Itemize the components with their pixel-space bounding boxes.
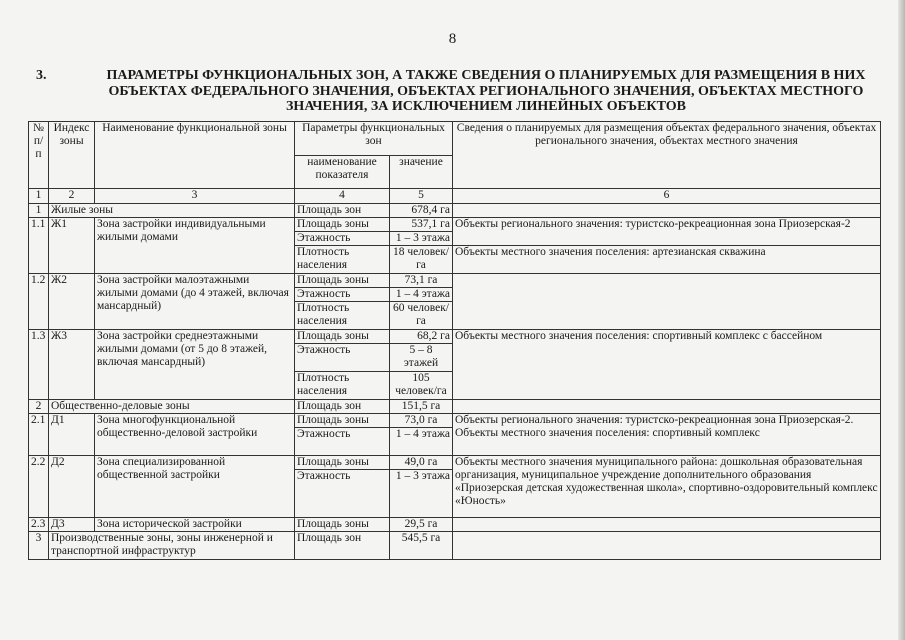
param-name: Площадь зон: [295, 204, 390, 218]
param-value: 18 человек/га: [390, 246, 453, 274]
objects-local: Объекты местного значения поселения: спортивный комплекс: [455, 427, 760, 439]
row-num: 3: [29, 532, 49, 560]
param-name: Площадь зон: [295, 532, 390, 560]
param-name: Этажность: [295, 428, 390, 456]
row-num: 2: [29, 400, 49, 414]
column-numbers-row: [29, 189, 881, 204]
row-name: Зона застройки индивидуальными жилыми домами: [95, 218, 295, 274]
param-value: 49,0 га: [390, 456, 453, 470]
param-value: 545,5 га: [390, 532, 453, 560]
row-num: 1.3: [29, 330, 49, 400]
zones-table: [28, 121, 881, 560]
col-number: 5: [390, 189, 453, 204]
row-name: Зона специализированной общественной застройки: [95, 456, 295, 518]
header-index: Индекс зоны: [49, 122, 95, 189]
row-num: 2.2: [29, 456, 49, 518]
table-row: [29, 414, 881, 428]
param-name: Этажность: [295, 344, 390, 372]
param-value: 537,1 га: [390, 218, 453, 232]
param-value: 105 человек/га: [390, 372, 453, 400]
param-value: 73,0 га: [390, 414, 453, 428]
page-edge: [898, 0, 905, 640]
param-value: 1 – 3 этажа: [390, 232, 453, 246]
section-title: ПАРАМЕТРЫ ФУНКЦИОНАЛЬНЫХ ЗОН, А ТАКЖЕ СВЕДЕНИЯ О ПЛАНИРУЕМЫХ ДЛЯ РАЗМЕЩЕНИЯ В НИХ ОБЪЕКТАХ ФЕДЕРАЛЬНОГО ЗНАЧЕНИЯ, ОБЪЕКТАХ РЕГИОНАЛЬНОГО ЗНАЧЕНИЯ, ОБЪЕКТАХ МЕСТНОГО ЗНАЧЕНИЯ, ЗА ИСКЛЮЧЕНИЕМ ЛИНЕЙНЫХ ОБЪЕКТОВ: [106, 68, 866, 114]
param-name: Площадь зоны: [295, 518, 390, 532]
table-row: [29, 330, 881, 344]
param-value: 678,4 га: [390, 204, 453, 218]
param-name: Этажность: [295, 288, 390, 302]
row-index: Ж2: [49, 274, 95, 330]
param-name: Этажность: [295, 232, 390, 246]
objects-cell: Объекты местного значения муниципального района: дошкольная образовательная организация, муниципальное учреждение дополнительного образования «Приозерская детская художественная школа», спортивно-оздоровительный комплекс «Юность»: [453, 456, 881, 518]
param-value: 29,5 га: [390, 518, 453, 532]
objects-cell: [453, 400, 881, 414]
table-row: [29, 274, 881, 288]
header-params: Параметры функциональных зон: [295, 122, 453, 156]
objects-cell: Объекты регионального значения: туристско-рекреационная зона Приозерская-2: [453, 218, 881, 246]
param-name: Плотность населения: [295, 246, 390, 274]
table-row: [29, 218, 881, 232]
param-value: 68,2 га: [390, 330, 453, 344]
param-value: 60 человек/га: [390, 302, 453, 330]
objects-cell: Объекты местного значения поселения: артезианская скважина: [453, 246, 881, 274]
col-number: 6: [453, 189, 881, 204]
col-number: 1: [29, 189, 49, 204]
col-number: 4: [295, 189, 390, 204]
row-num: 2.1: [29, 414, 49, 456]
section-heading: [30, 68, 890, 115]
row-name: Зона исторической застройки: [95, 518, 295, 532]
param-name: Площадь зоны: [295, 330, 390, 344]
objects-cell: [453, 532, 881, 560]
param-value: 5 – 8 этажей: [390, 344, 453, 372]
row-name: Зона многофункциональной общественно-деловой застройки: [95, 414, 295, 456]
objects-cell: [453, 204, 881, 218]
param-name: Площадь зоны: [295, 274, 390, 288]
row-name: Производственные зоны, зоны инженерной и транспортной инфраструктур: [49, 532, 295, 560]
param-name: Площадь зон: [295, 400, 390, 414]
page-number: 8: [448, 31, 457, 47]
objects-cell: [453, 518, 881, 532]
param-value: 1 – 4 этажа: [390, 428, 453, 456]
col-number: 2: [49, 189, 95, 204]
row-num: 1: [29, 204, 49, 218]
param-value: 1 – 4 этажа: [390, 288, 453, 302]
param-name: Площадь зоны: [295, 456, 390, 470]
param-value: 151,5 га: [390, 400, 453, 414]
table-header-row: [29, 122, 881, 156]
objects-regional: Объекты регионального значения: туристско-рекреационная зона Приозерская-2.: [455, 414, 854, 426]
row-index: Д3: [49, 518, 95, 532]
param-value: 73,1 га: [390, 274, 453, 288]
param-value: 1 – 3 этажа: [390, 470, 453, 518]
section-number: 3.: [36, 68, 47, 83]
row-name: Зона застройки среднеэтажными жилыми домами (от 5 до 8 этажей, включая мансардный): [95, 330, 295, 400]
row-index: Д2: [49, 456, 95, 518]
param-name: Площадь зоны: [295, 218, 390, 232]
table-row: [29, 518, 881, 532]
header-objects: Сведения о планируемых для размещения объектах федерального значения, объектах регионального значения, объектах местного значения: [453, 122, 881, 189]
table-row: [29, 532, 881, 560]
header-param-name: наименование показателя: [295, 156, 390, 189]
row-name: Общественно-деловые зоны: [49, 400, 295, 414]
param-name: Плотность населения: [295, 372, 390, 400]
header-param-value: значение: [390, 156, 453, 189]
row-num: 1.2: [29, 274, 49, 330]
header-num: № п/п: [29, 122, 49, 189]
row-index: Ж1: [49, 218, 95, 274]
table-row: [29, 456, 881, 470]
objects-cell: Объекты местного значения поселения: спортивный комплекс с бассейном: [453, 330, 881, 400]
row-num: 2.3: [29, 518, 49, 532]
table-row: [29, 400, 881, 414]
row-name: Зона застройки малоэтажными жилыми домами (до 4 этажей, включая мансардный): [95, 274, 295, 330]
header-name: Наименование функциональной зоны: [95, 122, 295, 189]
param-name: Площадь зоны: [295, 414, 390, 428]
row-index: Д1: [49, 414, 95, 456]
table-row: [29, 204, 881, 218]
row-index: Ж3: [49, 330, 95, 400]
row-num: 1.1: [29, 218, 49, 274]
objects-cell: [453, 414, 881, 456]
col-number: 3: [95, 189, 295, 204]
objects-cell: [453, 274, 881, 330]
row-name: Жилые зоны: [49, 204, 295, 218]
param-name: Этажность: [295, 470, 390, 518]
param-name: Плотность населения: [295, 302, 390, 330]
